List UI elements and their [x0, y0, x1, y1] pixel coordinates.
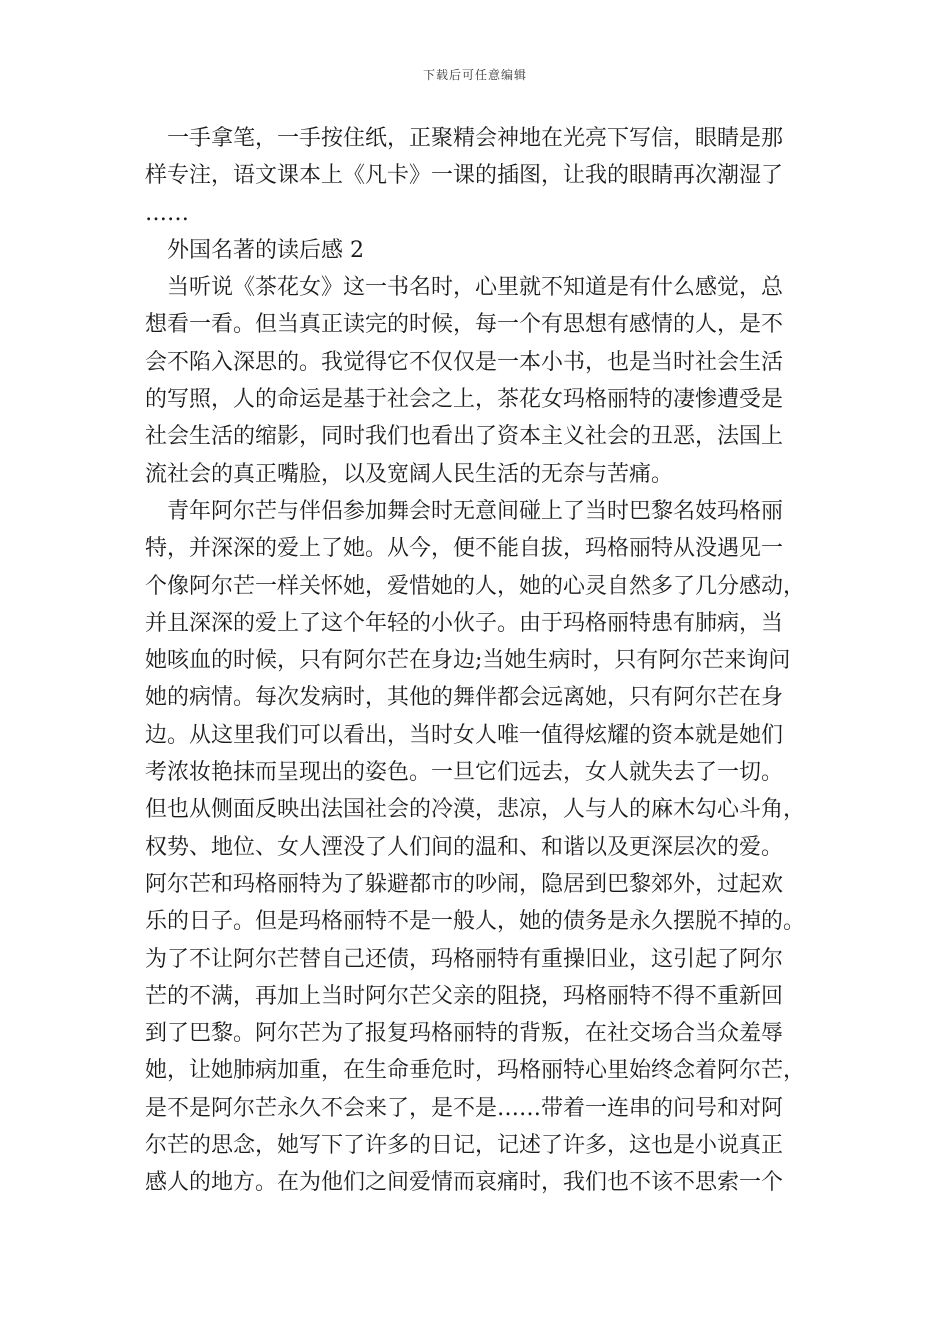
- text-line: 社会生活的缩影，同时我们也看出了资本主义社会的丑恶，法国上: [145, 424, 784, 450]
- text-line: 边。从这里我们可以看出，当时女人唯一值得炫耀的资本就是她们: [145, 722, 784, 748]
- text-line: 尔芒的思念，她写下了许多的日记，记述了许多，这也是小说真正: [145, 1133, 784, 1159]
- text-line: 一手拿笔，一手按住纸，正聚精会神地在光亮下写信，眼睛是那: [167, 126, 784, 151]
- text-line: 个像阿尔芒一样关怀她，爱惜她的人，她的心灵自然多了几分感动，: [145, 573, 806, 599]
- text-line: 想看一看。但当真正读完的时候，每一个有思想有感情的人，是不: [145, 312, 784, 338]
- text-line: 青年阿尔芒与伴侣参加舞会时无意间碰上了当时巴黎名妓玛格丽: [167, 498, 784, 524]
- text-line: 的写照，人的命运是基于社会之上，茶花女玛格丽特的凄惨遭受是: [145, 387, 784, 413]
- text-line: 权势、地位、女人湮没了人们间的温和、和谐以及更深层次的爱。: [145, 834, 784, 860]
- text-line: 当听说《茶花女》这一书名时，心里就不知道是有什么感觉，总: [167, 275, 784, 301]
- text-line: 流社会的真正嘴脸，以及宽阔人民生活的无奈与苦痛。: [145, 461, 674, 487]
- text-line: 乐的日子。但是玛格丽特不是一般人，她的债务是永久摆脱不掉的。: [145, 909, 806, 935]
- section-heading: 外国名著的读后感 2: [167, 237, 364, 263]
- text-line: 是不是阿尔芒永久不会来了，是不是……带着一连串的问号和对阿: [145, 1095, 784, 1121]
- text-line: 到了巴黎。阿尔芒为了报复玛格丽特的背叛，在社交场合当众羞辱: [145, 1021, 784, 1047]
- page-header: 下载后可任意编辑: [422, 68, 527, 82]
- text-line: 但也从侧面反映出法国社会的冷漠，悲凉，人与人的麻木勾心斗角，: [145, 797, 806, 823]
- text-line: 感人的地方。在为他们之间爱情而哀痛时，我们也不该不思索一个: [145, 1170, 784, 1196]
- text-line: 会不陷入深思的。我觉得它不仅仅是一本小书，也是当时社会生活: [145, 349, 784, 375]
- text-line: 考浓妆艳抹而呈现出的姿色。一旦它们远去，女人就失去了一切。: [145, 760, 784, 786]
- text-line: 阿尔芒和玛格丽特为了躲避都市的吵闹，隐居到巴黎郊外，过起欢: [145, 871, 784, 897]
- text-line: 芒的不满，再加上当时阿尔芒父亲的阻挠，玛格丽特不得不重新回: [145, 983, 784, 1009]
- text-line: 特，并深深的爱上了她。从今，便不能自拔，玛格丽特从没遇见一: [145, 536, 784, 562]
- text-line: 她的病情。每次发病时，其他的舞伴都会远离她，只有阿尔芒在身: [145, 685, 784, 711]
- text-line: 她咳血的时候，只有阿尔芒在身边;当她生病时，只有阿尔芒来询问: [145, 648, 791, 674]
- text-line: 她，让她肺病加重，在生命垂危时，玛格丽特心里始终念着阿尔芒，: [145, 1058, 806, 1084]
- text-line: ……: [145, 200, 189, 226]
- text-line: 并且深深的爱上了这个年轻的小伙子。由于玛格丽特患有肺病，当: [145, 610, 784, 636]
- text-line: 为了不让阿尔芒替自己还债，玛格丽特有重操旧业，这引起了阿尔: [145, 946, 784, 972]
- text-line: 样专注，语文课本上《凡卡》一课的插图，让我的眼睛再次潮湿了: [145, 163, 784, 189]
- document-body: [145, 120, 810, 1202]
